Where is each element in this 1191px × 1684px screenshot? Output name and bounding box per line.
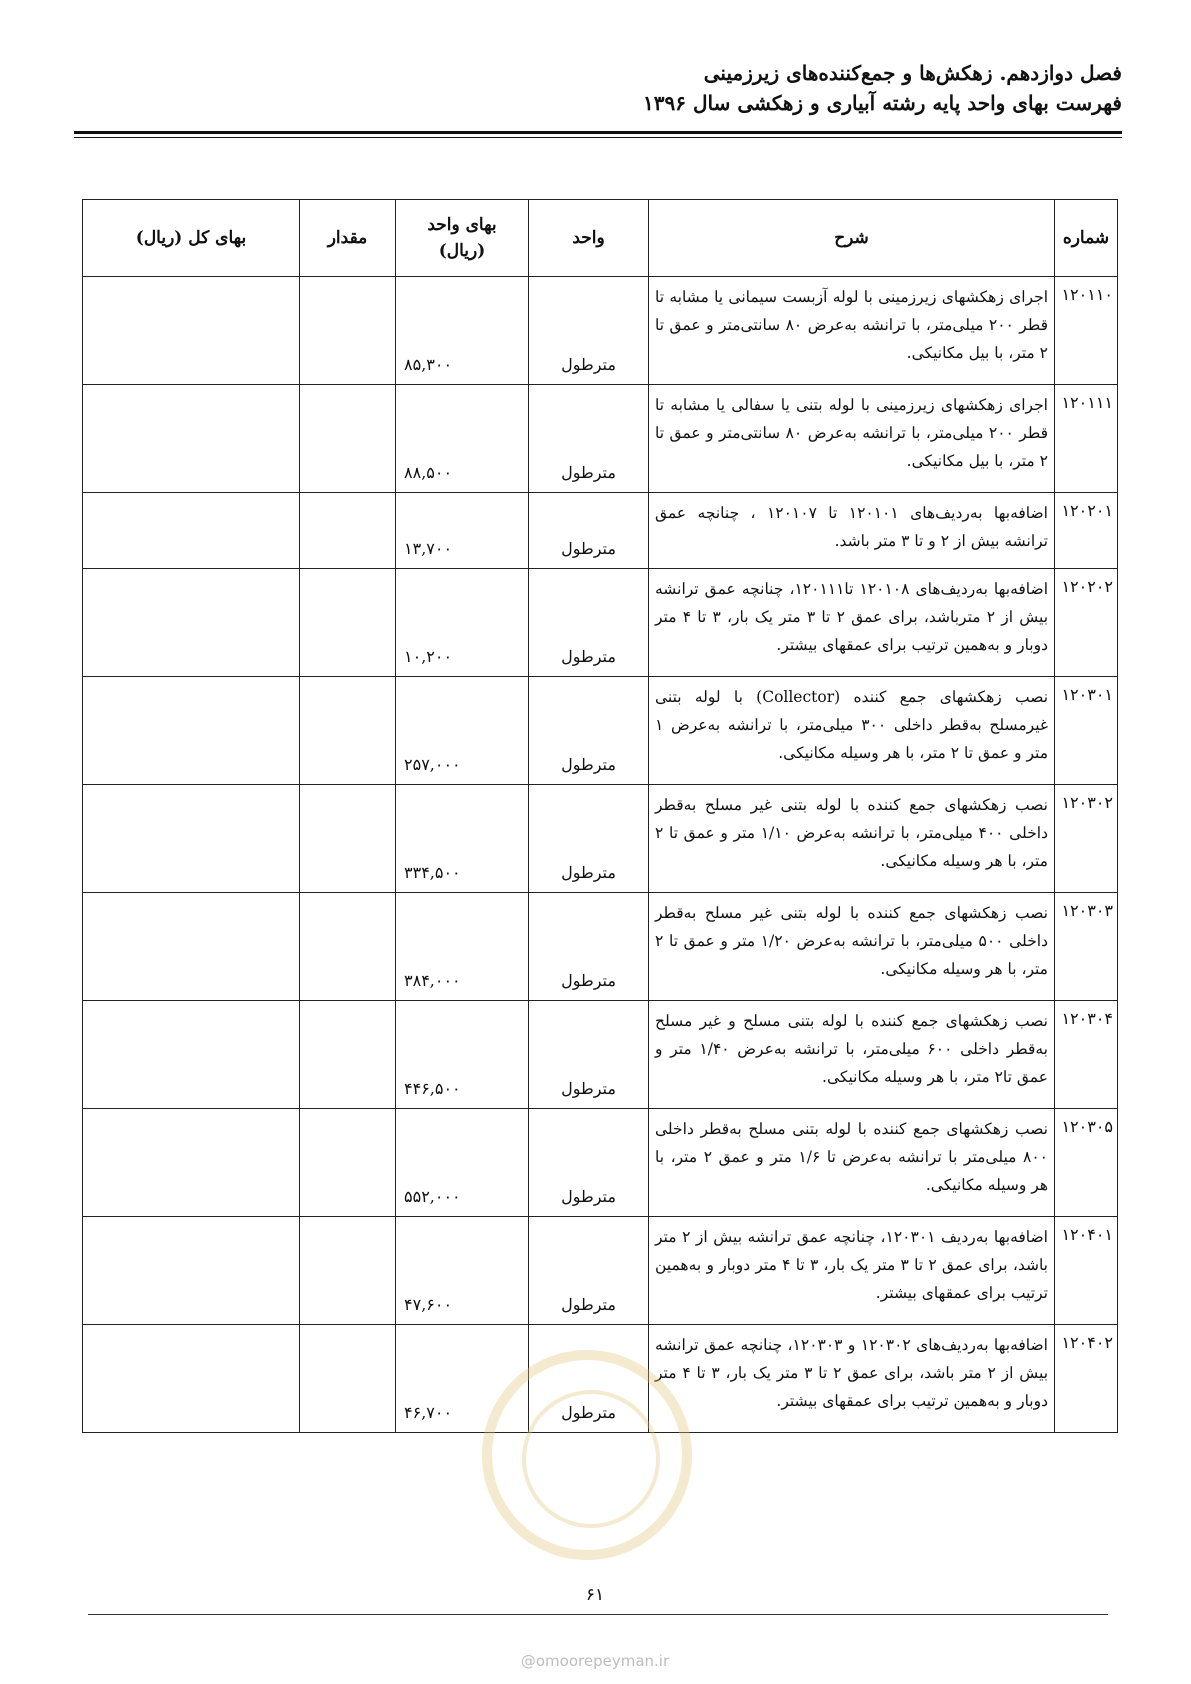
row-description: اضافه‌بها به‌ردیف‌های ۱۲۰۳۰۲ و ۱۲۰۳۰۳، چنانچه عمق ترانشه بیش از ۲ متر باشد، برای عمق ۲ تا ۳ متر یک بار، ۳ تا ۴ متر دوبار و به‌همین ترتیب برای عمقهای بیشتر. (649, 1325, 1055, 1433)
header-rule-thick (74, 131, 1122, 134)
row-unit: مترطول (529, 1325, 649, 1433)
row-code: ۱۲۰۴۰۲ (1055, 1325, 1118, 1433)
row-total (83, 785, 300, 893)
site-watermark: @omoorepeyman.ir (520, 1652, 670, 1670)
document-title: فهرست بهای واحد پایه رشته آبیاری و زهکشی سال ۱۳۹۶ (643, 91, 1122, 115)
row-total (83, 1001, 300, 1109)
row-unit: مترطول (529, 277, 649, 385)
row-total (83, 1325, 300, 1433)
row-total (83, 385, 300, 493)
table-row (83, 677, 1118, 785)
row-description: اضافه‌بها به‌ردیف ۱۲۰۳۰۱، چنانچه عمق ترانشه بیش از ۲ متر باشد، برای عمق ۲ تا ۳ متر یک بار، ۳ تا ۴ متر دوبار و به‌همین ترتیب برای عمقهای بیشتر. (649, 1217, 1055, 1325)
page-number: ۶۱ (585, 1585, 605, 1605)
row-description: نصب زهکشهای جمع کننده با لوله بتنی غیر مسلح به‌قطر داخلی ۴۰۰ میلی‌متر، با ترانشه به‌عرض ۱/۱۰ متر و عمق تا ۲ متر، با هر وسیله مکانیکی. (649, 785, 1055, 893)
page-header (74, 58, 1122, 118)
row-code: ۱۲۰۱۱۱ (1055, 385, 1118, 493)
table-row (83, 569, 1118, 677)
row-code: ۱۲۰۳۰۴ (1055, 1001, 1118, 1109)
row-unit-price: ۴۶,۷۰۰ (396, 1325, 529, 1433)
header-rule-thin (74, 137, 1122, 138)
row-quantity (300, 1109, 396, 1217)
row-quantity (300, 1001, 396, 1109)
table-row (83, 1109, 1118, 1217)
row-quantity (300, 1325, 396, 1433)
row-description: اضافه‌بها به‌ردیف‌های ۱۲۰۱۰۱ تا ۱۲۰۱۰۷ ، چنانچه عمق ترانشه بیش از ۲ و تا ۳ متر باشد. (649, 493, 1055, 569)
row-quantity (300, 1217, 396, 1325)
row-code: ۱۲۰۴۰۱ (1055, 1217, 1118, 1325)
row-unit-price: ۱۳,۷۰۰ (396, 493, 529, 569)
table-row (83, 1325, 1118, 1433)
row-unit: مترطول (529, 493, 649, 569)
col-header-total: بهای کل (ریال) (83, 200, 300, 277)
chapter-title: فصل دوازدهم. زهکش‌ها و جمع‌کننده‌های زیرزمینی (703, 61, 1122, 85)
row-total (83, 277, 300, 385)
col-header-unit-price (396, 200, 529, 277)
row-description: اضافه‌بها به‌ردیف‌های ۱۲۰۱۰۸ تا۱۲۰۱۱۱، چنانچه عمق ترانشه بیش از ۲ مترباشد، برای عمق ۲ تا ۳ متر یک بار، ۳ تا ۴ متر دوبار و به‌همین ترتیب برای عمقهای بیشتر. (649, 569, 1055, 677)
row-code: ۱۲۰۱۱۰ (1055, 277, 1118, 385)
row-total (83, 493, 300, 569)
row-code: ۱۲۰۲۰۱ (1055, 493, 1118, 569)
row-unit: مترطول (529, 1001, 649, 1109)
row-unit: مترطول (529, 1109, 649, 1217)
row-code: ۱۲۰۳۰۵ (1055, 1109, 1118, 1217)
row-unit: مترطول (529, 785, 649, 893)
row-unit-price: ۴۴۶,۵۰۰ (396, 1001, 529, 1109)
row-quantity (300, 277, 396, 385)
col-header-desc: شرح (649, 200, 1055, 277)
price-table (82, 199, 1118, 1433)
table-row (83, 1001, 1118, 1109)
row-quantity (300, 785, 396, 893)
col-header-unit: واحد (529, 200, 649, 277)
table-row (83, 277, 1118, 385)
row-unit-price: ۴۷,۶۰۰ (396, 1217, 529, 1325)
row-unit: مترطول (529, 893, 649, 1001)
row-quantity (300, 385, 396, 493)
row-total (83, 569, 300, 677)
col-header-qty: مقدار (300, 200, 396, 277)
row-quantity (300, 677, 396, 785)
row-description: اجرای زهکشهای زیرزمینی با لوله بتنی یا سفالی یا مشابه تا قطر ۲۰۰ میلی‌متر، با ترانشه به‌عرض ۸۰ سانتی‌متر و عمق تا ۲ متر، با بیل مکانیکی. (649, 385, 1055, 493)
row-quantity (300, 893, 396, 1001)
row-code: ۱۲۰۳۰۲ (1055, 785, 1118, 893)
row-description: نصب زهکشهای جمع کننده با لوله بتنی مسلح و غیر مسلح به‌قطر داخلی ۶۰۰ میلی‌متر، با ترانشه به‌عرض ۱/۴۰ متر و عمق تا۲ متر، با هر وسیله مکانیکی. (649, 1001, 1055, 1109)
row-unit: مترطول (529, 1217, 649, 1325)
row-description: نصب زهکشهای جمع کننده با لوله بتنی غیر مسلح به‌قطر داخلی ۵۰۰ میلی‌متر، با ترانشه به‌عرض ۱/۲۰ متر و عمق تا ۲ متر، با هر وسیله مکانیکی. (649, 893, 1055, 1001)
row-quantity (300, 493, 396, 569)
row-description: نصب زهکشهای جمع کننده (Collector) با لوله بتنی غیرمسلح به‌قطر داخلی ۳۰۰ میلی‌متر، با ترانشه به‌عرض ۱ متر و عمق تا ۲ متر، با هر وسیله مکانیکی. (649, 677, 1055, 785)
row-unit-price: ۸۵,۳۰۰ (396, 277, 529, 385)
row-total (83, 893, 300, 1001)
row-code: ۱۲۰۳۰۱ (1055, 677, 1118, 785)
col-header-unit-price-currency: (ریال) (438, 241, 486, 261)
row-total (83, 1217, 300, 1325)
table-row (83, 1217, 1118, 1325)
row-unit-price: ۸۸,۵۰۰ (396, 385, 529, 493)
row-unit-price: ۱۰,۲۰۰ (396, 569, 529, 677)
row-unit-price: ۲۵۷,۰۰۰ (396, 677, 529, 785)
table-row (83, 385, 1118, 493)
row-quantity (300, 569, 396, 677)
row-total (83, 677, 300, 785)
row-code: ۱۲۰۳۰۳ (1055, 893, 1118, 1001)
row-unit-price: ۳۳۴,۵۰۰ (396, 785, 529, 893)
row-total (83, 1109, 300, 1217)
table-row (83, 893, 1118, 1001)
row-unit: مترطول (529, 569, 649, 677)
row-unit-price: ۵۵۲,۰۰۰ (396, 1109, 529, 1217)
footer-rule (88, 1614, 1108, 1615)
row-unit: مترطول (529, 677, 649, 785)
table-row (83, 785, 1118, 893)
row-unit-price: ۳۸۴,۰۰۰ (396, 893, 529, 1001)
row-code: ۱۲۰۲۰۲ (1055, 569, 1118, 677)
table-row (83, 493, 1118, 569)
table-header-row (83, 200, 1118, 277)
col-header-code: شماره (1055, 200, 1118, 277)
row-description: اجرای زهکشهای زیرزمینی با لوله آزبست سیمانی یا مشابه تا قطر ۲۰۰ میلی‌متر، با ترانشه به‌عرض ۸۰ سانتی‌متر و عمق تا ۲ متر، با بیل مکانیکی. (649, 277, 1055, 385)
row-description: نصب زهکشهای جمع کننده با لوله بتنی مسلح به‌قطر داخلی ۸۰۰ میلی‌متر با ترانشه به‌عرض تا ۱/۶ متر و عمق ۲ متر، با هر وسیله مکانیکی. (649, 1109, 1055, 1217)
col-header-unit-price-label: بهای واحد (427, 215, 497, 235)
row-unit: مترطول (529, 385, 649, 493)
